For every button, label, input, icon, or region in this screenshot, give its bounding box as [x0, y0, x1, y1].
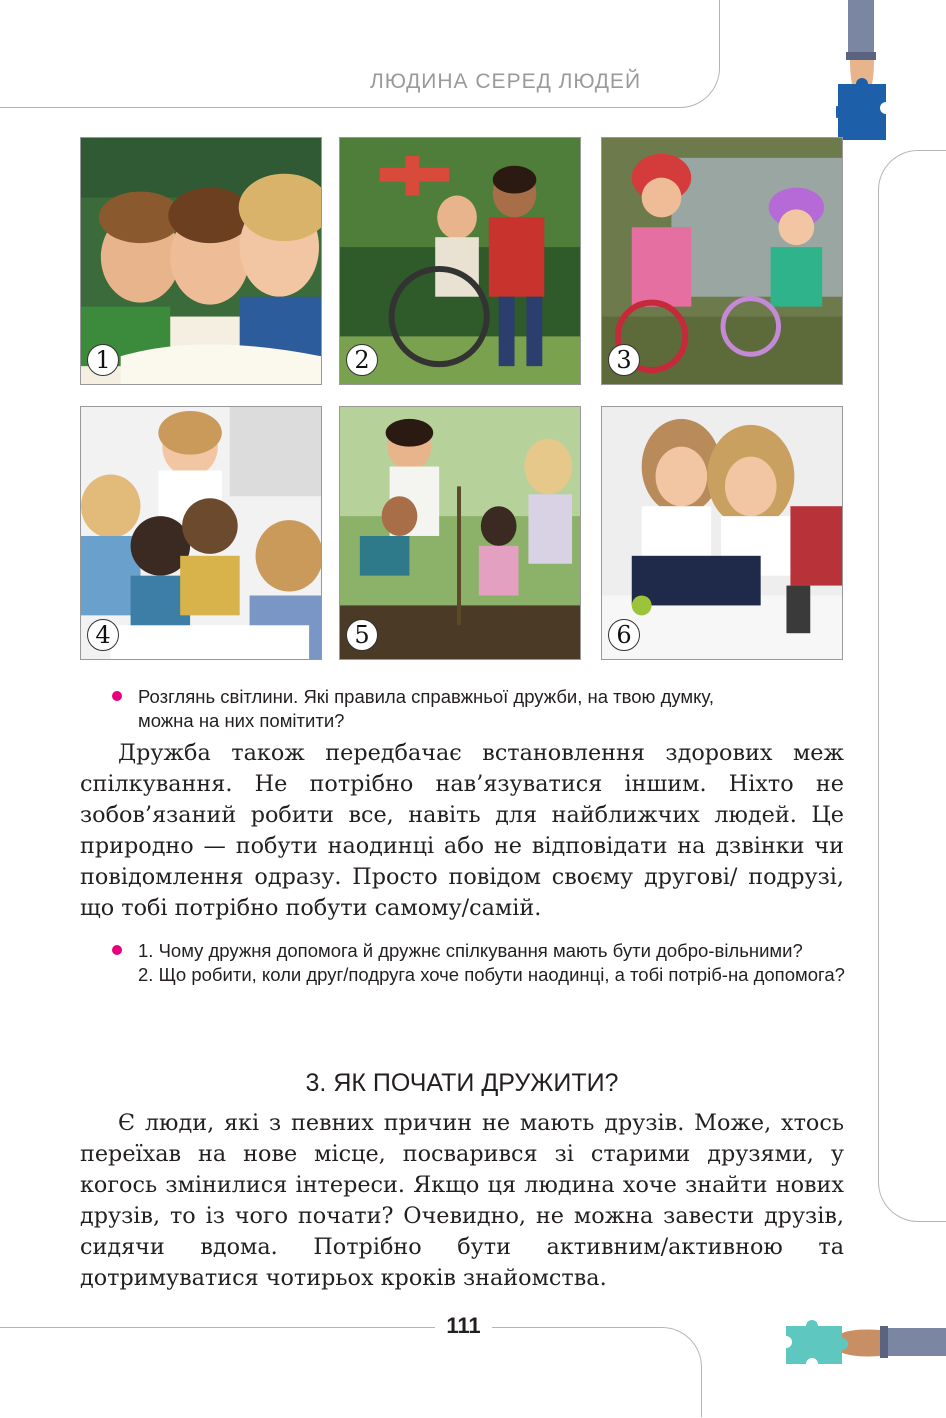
footer-frame	[492, 1327, 702, 1417]
question-2: 2. Що робити, коли друг/подруга хоче побути наодинці, а тобі потріб-на допомога?	[138, 964, 845, 985]
photo-number-badge: 6	[608, 619, 640, 651]
task-friendship-questions	[112, 939, 852, 987]
photo-number-badge: 1	[87, 344, 119, 376]
photo-number-badge: 3	[608, 344, 640, 376]
task-line: можна на них помітити?	[138, 710, 345, 731]
photo-5-planting-tree	[339, 406, 581, 660]
question-1: 1. Чому дружня допомога й дружнє спілкування мають бути добро-вільними?	[138, 940, 803, 961]
task-line: Розглянь світлини. Які правила справжньої дружби, на твою думку,	[138, 686, 714, 707]
photo-3-girls-bikes	[601, 137, 843, 385]
paragraph-how-to-start: Є люди, які з певних причин не мають друзів. Може, хтось переїхав на нове місце, посварився зі старими друзями, у когось змінилися інтереси. Якщо ця людина хоче знайти нових друзів, то із чого почати? Очевидно, не можна завести друзів, сидячи вдома. Потрібно бути активним/активною та дотримуватися чотирьох кроків знайомства.	[80, 1110, 844, 1291]
hand-with-teal-puzzle-icon	[782, 1316, 946, 1368]
photo-6-two-friends	[601, 406, 843, 660]
bullet-dot-icon	[112, 945, 122, 955]
side-panel-frame	[878, 150, 946, 1222]
photo-4-kids-drawing	[80, 406, 322, 660]
running-title: ЛЮДИНА СЕРЕД ЛЮДЕЙ	[370, 70, 642, 93]
hand-with-blue-puzzle-icon	[836, 0, 888, 146]
task-look-at-photos	[112, 685, 852, 733]
photo-number-badge: 4	[87, 619, 119, 651]
paragraph-healthy-boundaries: Дружба також передбачає встановлення здорових меж спілкування. Не потрібно нав’язуватися іншим. Ніхто не зобов’язаний робити все, навіть для найближчих людей. Це природно — побути наодинці або не відповідати на дзвінки чи повідомлення одразу. Просто повідом своєму другові/ подрузі, що тобі потрібно побути самому/самій.	[80, 740, 844, 921]
photo-2-wheelchair-friends	[339, 137, 581, 385]
section-heading: 3. ЯК ПОЧАТИ ДРУЖИТИ?	[305, 1069, 619, 1097]
footer-rule	[0, 1327, 435, 1328]
page-number: 111	[446, 1313, 481, 1338]
photo-number-badge: 2	[346, 344, 378, 376]
photo-number-badge: 5	[346, 619, 378, 651]
bullet-dot-icon	[112, 691, 122, 701]
photo-1-kids-reading	[80, 137, 322, 385]
